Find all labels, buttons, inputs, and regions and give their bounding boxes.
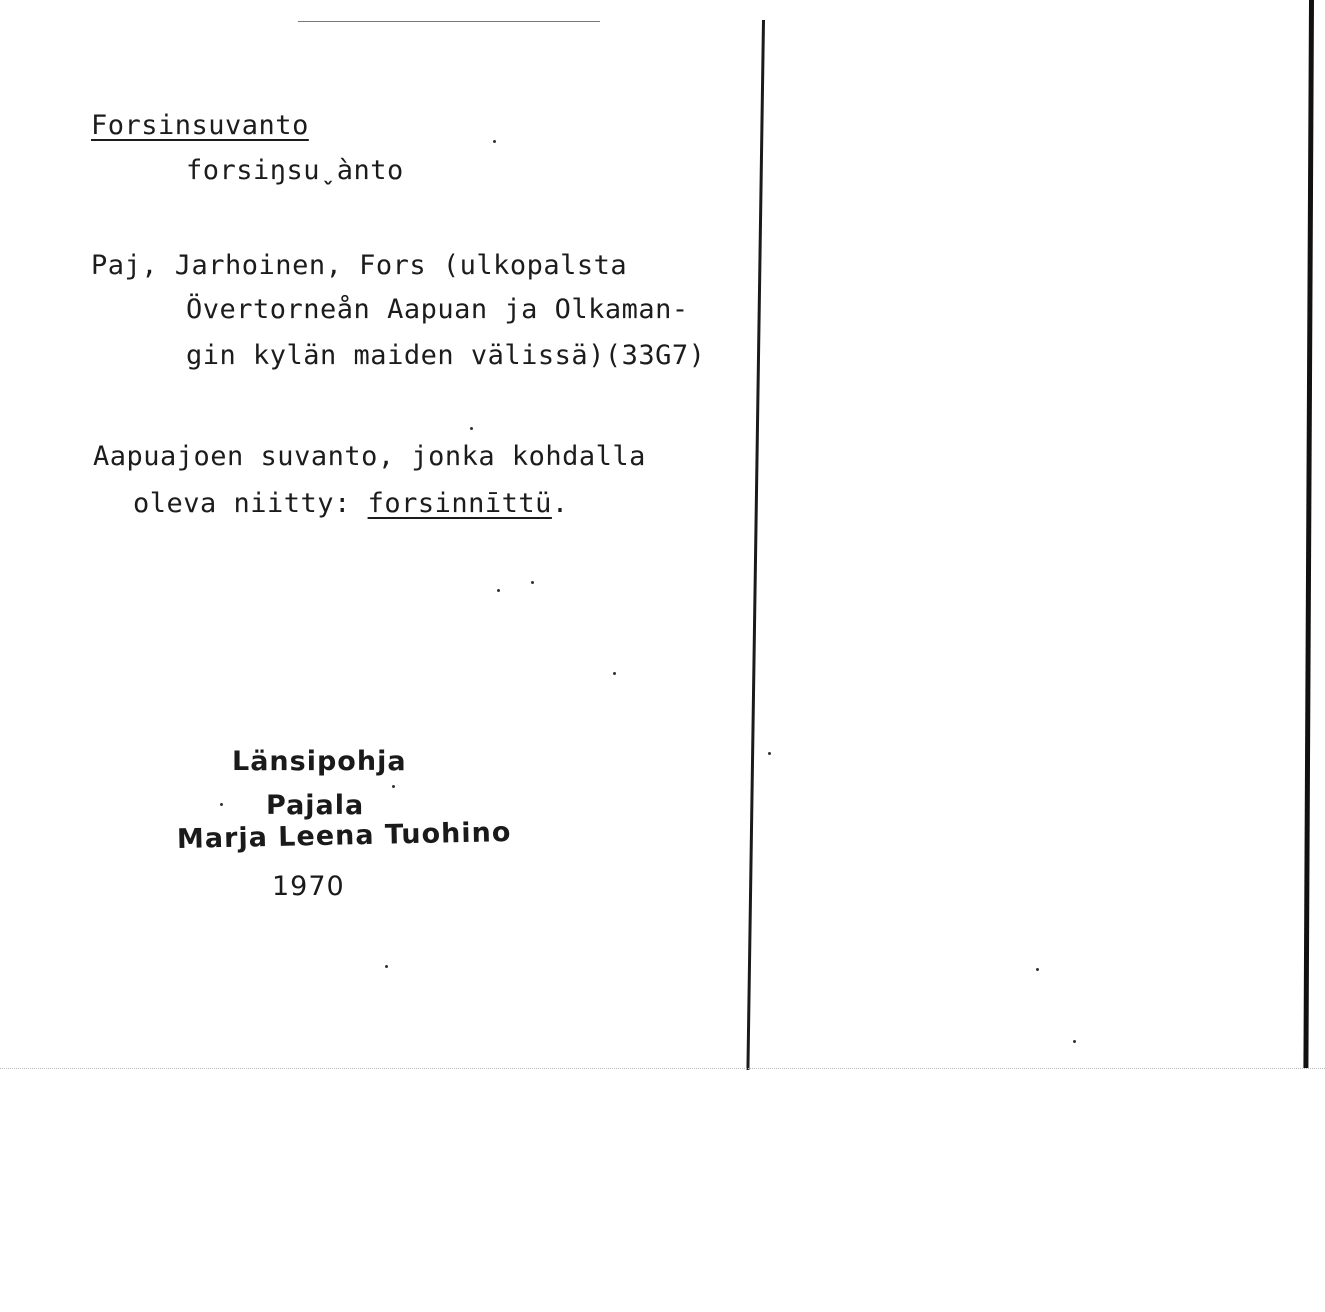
description-suffix: . <box>551 488 569 519</box>
stamp-parish: Pajala <box>266 790 365 821</box>
scan-speck <box>493 140 496 143</box>
card-bottom-edge <box>0 1068 1325 1069</box>
scan-speck <box>470 427 473 430</box>
description-prefix: oleva niitty: <box>133 488 368 519</box>
headword: Forsinsuvanto <box>91 110 309 141</box>
card-right-edge <box>1303 0 1314 1068</box>
scan-speck <box>1073 1040 1076 1043</box>
scan-speck <box>768 752 771 755</box>
source-line-1: Paj, Jarhoinen, Fors (ulkopalsta <box>91 250 628 281</box>
scan-speck <box>497 589 500 592</box>
column-divider <box>746 20 765 1070</box>
scan-speck <box>220 803 223 806</box>
scan-speck <box>531 581 534 584</box>
pronunciation: forsiŋsuˬànto <box>186 155 404 186</box>
source-line-2: Övertorneån Aapuan ja Olkaman- <box>186 294 689 325</box>
stamp-year: 1970 <box>272 871 345 902</box>
scan-speck <box>613 672 616 675</box>
stamp-region: Länsipohja <box>232 746 407 777</box>
scan-speck <box>392 785 395 788</box>
description-line-1: Aapuajoen suvanto, jonka kohdalla <box>93 441 646 472</box>
source-line-3: gin kylän maiden välissä)(33G7) <box>186 340 706 371</box>
top-rule <box>298 21 600 22</box>
description-line-2 <box>133 490 569 517</box>
scan-speck <box>385 965 388 968</box>
scan-speck <box>1036 968 1039 971</box>
description-term: forsinnīttü <box>367 488 552 519</box>
stamp-collector: Marja Leena Tuohino <box>176 816 512 855</box>
